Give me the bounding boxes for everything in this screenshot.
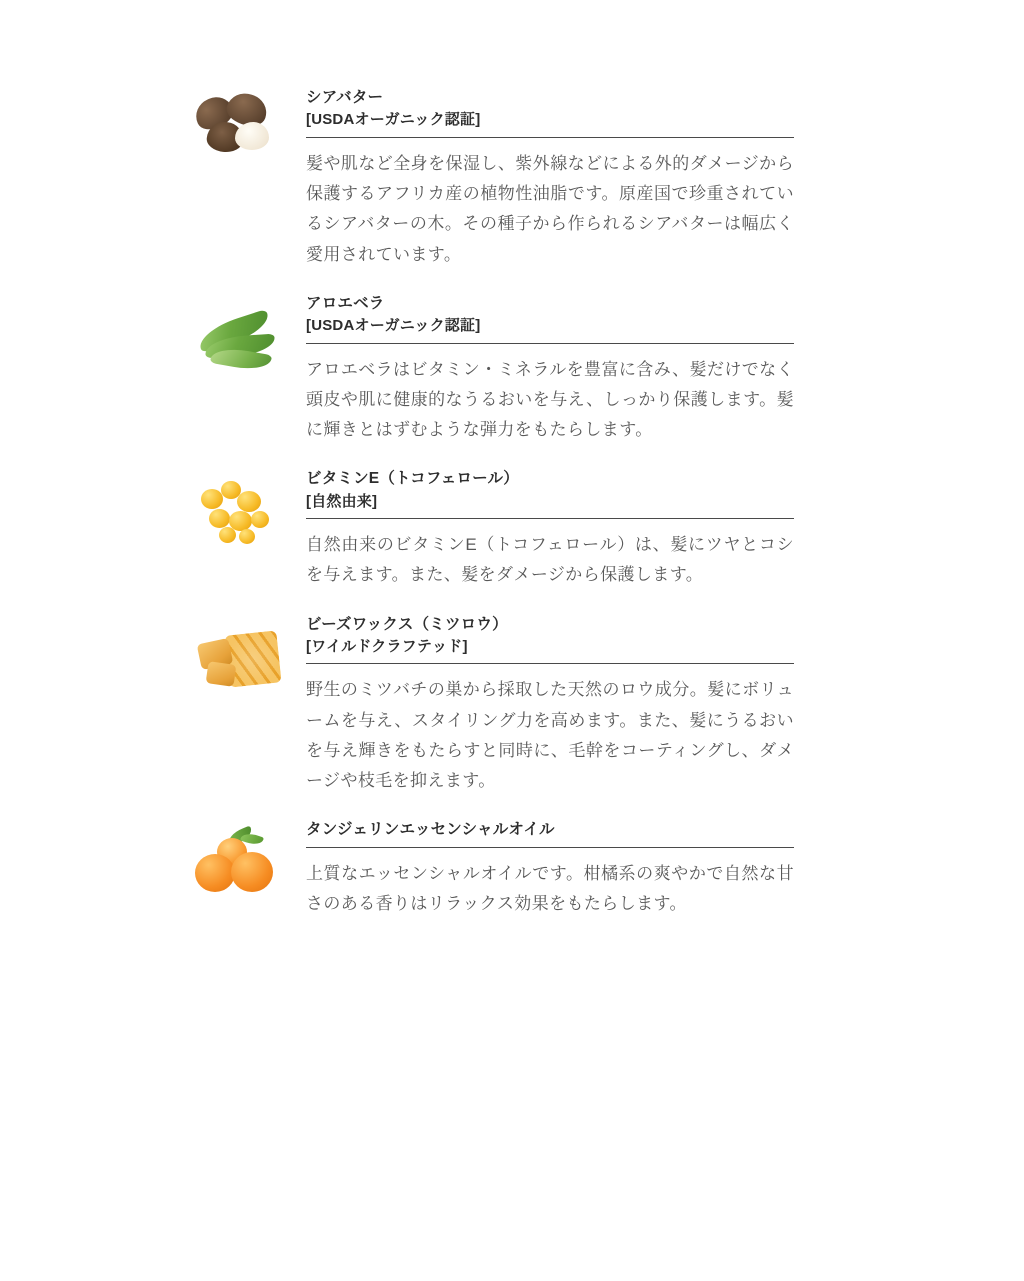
ingredient-description: 上質なエッセンシャルオイルです。柑橘系の爽やかで自然な甘さのある香りはリラックス効果をもたらします。	[306, 863, 794, 913]
ingredient-description: 野生のミツバチの巣から採取した天然のロウ成分。髪にボリュームを与え、スタイリング力を高めます。また、髪にうるおいを与え輝きをもたらすと同時に、毛幹をコーティングし、ダメージや枝毛を抑えます。	[306, 680, 794, 790]
ingredient-body	[298, 467, 794, 590]
ingredient-item	[180, 613, 794, 797]
ingredient-item	[180, 292, 794, 446]
ingredient-thumbnail	[180, 292, 298, 384]
shea-nut-icon	[191, 92, 287, 178]
ingredient-certification: [自然由来]	[306, 491, 794, 520]
ingredient-body	[298, 613, 794, 797]
ingredient-body	[298, 818, 794, 919]
beeswax-honeycomb-icon	[191, 619, 287, 705]
ingredient-body	[298, 86, 794, 270]
ingredient-item	[180, 818, 794, 919]
vitamin-e-capsule-icon	[191, 473, 287, 559]
ingredient-thumbnail	[180, 86, 298, 178]
ingredient-name: ビーズワックス（ミツロウ）	[306, 615, 508, 633]
aloe-leaf-icon	[191, 298, 287, 384]
ingredient-certification: [USDAオーガニック認証]	[306, 315, 794, 344]
ingredient-name: タンジェリンエッセンシャルオイル	[306, 818, 794, 847]
ingredient-thumbnail	[180, 818, 298, 910]
ingredient-description: 髪や肌など全身を保湿し、紫外線などによる外的ダメージから保護するアフリカ産の植物性油脂です。原産国で珍重されているシアバターの木。その種子から作られるシアバターは幅広く愛用されています。	[306, 153, 794, 264]
ingredient-name: シアバター	[306, 89, 384, 106]
ingredient-item	[180, 86, 794, 270]
tangerine-fruit-icon	[191, 824, 287, 910]
ingredient-item	[180, 467, 794, 590]
ingredient-name: ビタミンE（トコフェロール）	[306, 470, 519, 488]
ingredient-certification: [ワイルドクラフテッド]	[306, 636, 794, 665]
ingredient-description: アロエベラはビタミン・ミネラルを豊富に含み、髪だけでなく頭皮や肌に健康的なうるおいを与え、しっかり保護します。髪に輝きとはずむような弾力をもたらします。	[306, 359, 794, 439]
ingredient-description: 自然由来のビタミンE（トコフェロール）は、髪にツヤとコシを与えます。また、髪をダメージから保護します。	[306, 535, 794, 585]
ingredient-body	[298, 292, 794, 446]
ingredient-thumbnail	[180, 613, 298, 705]
ingredient-name: アロエベラ	[306, 294, 385, 312]
ingredient-certification: [USDAオーガニック認証]	[306, 109, 794, 138]
ingredient-thumbnail	[180, 467, 298, 559]
